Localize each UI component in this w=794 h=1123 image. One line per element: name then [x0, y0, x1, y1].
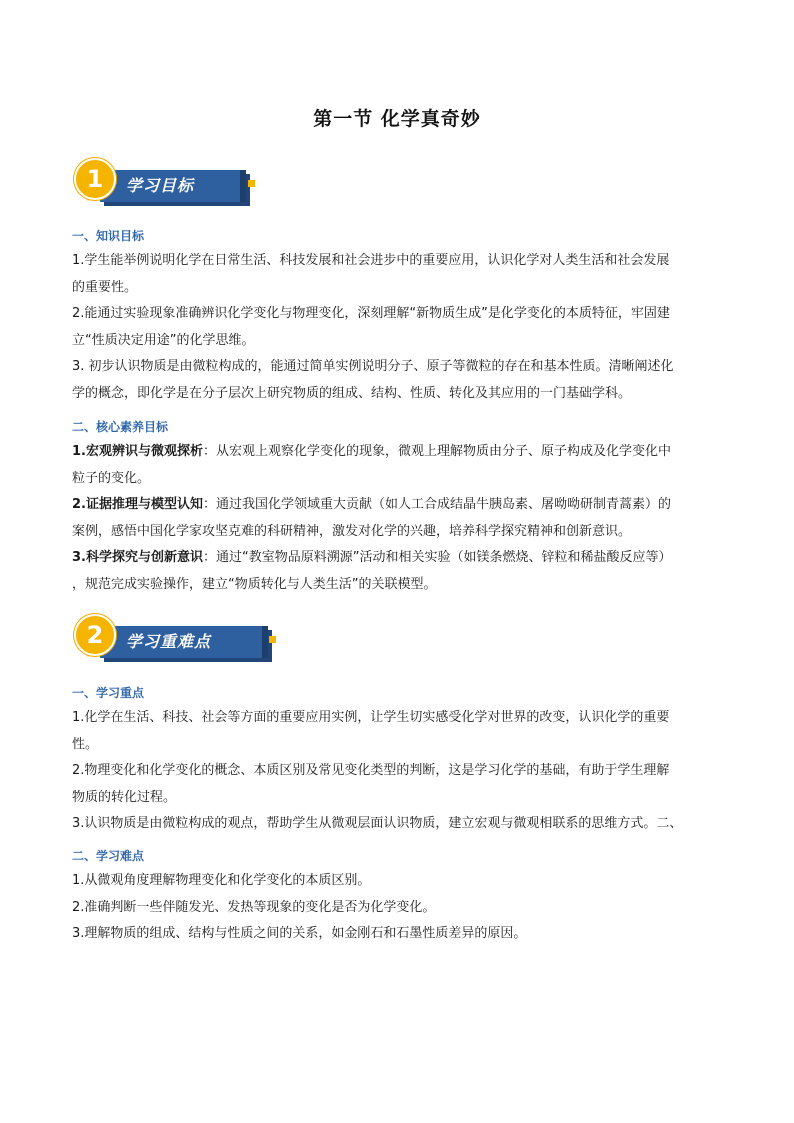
text-line: 案例，感悟中国化学家攻坚克难的科研精神，激发对化学的兴趣，培养科学探究精神和创新意识。: [72, 523, 632, 539]
text-line: [72, 439, 724, 466]
page-title: 第一节 化学真奇妙: [313, 108, 481, 130]
text-line: [72, 545, 724, 572]
bold-term: 3.科学探究与创新意识: [72, 550, 203, 565]
badge-bar: [100, 170, 246, 202]
paragraph-group-difficulties: [72, 868, 724, 948]
text-line: 的重要性。: [72, 279, 138, 295]
text-line: 物质的转化过程。: [72, 789, 177, 805]
bold-term: 1.宏观辨识与微观探析: [72, 444, 203, 459]
group-heading: 一、知识目标: [72, 229, 145, 243]
section-number: 2: [74, 614, 116, 656]
section-badge-1: [74, 158, 274, 218]
text-line: 3.认识物质是由微粒构成的观点，帮助学生从微观层面认识物质，建立宏观与微观相联系的思维方式。二、: [72, 816, 683, 831]
text-line: 1.化学在生活、科技、社会等方面的重要应用实例，让学生切实感受化学对世界的改变，认识化学的重要: [72, 710, 670, 725]
text-line: 2.能通过实验现象准确辨识化学变化与物理变化，深刻理解“新物质生成”是化学变化的本质特征，牢固建: [72, 306, 670, 321]
text-run: ：通过我国化学领域重大贡献（如人工合成结晶牛胰岛素、屠呦呦研制青蒿素）的: [202, 497, 671, 512]
text-line: 1.从微观角度理解物理变化和化学变化的本质区别。: [72, 873, 371, 888]
text-line: 性。: [72, 736, 99, 752]
section-label: 学习重难点: [126, 632, 212, 651]
badge-accent-dot: [248, 180, 255, 187]
section-number: 1: [74, 158, 116, 200]
text-line: 2.准确判断一些伴随发光、发热等现象的变化是否为化学变化。: [72, 899, 436, 915]
text-line: 学的概念，即化学是在分子层次上研究物质的组成、结构、性质、转化及其应用的一门基础学科。: [72, 385, 632, 401]
group-heading: 二、学习难点: [72, 849, 145, 863]
text-line: ，规范完成实验操作，建立“物质转化与人类生活”的关联模型。: [72, 576, 437, 592]
text-line: 立“性质决定用途”的化学思维。: [72, 332, 255, 348]
paragraph-group-key-points: [72, 705, 724, 838]
group-heading: 一、学习重点: [72, 686, 145, 700]
paragraph-group-literacy: [72, 439, 724, 598]
group-heading: 二、核心素养目标: [72, 420, 169, 434]
badge-accent-dot: [269, 636, 276, 643]
text-run: ：通过“教室物品原料溯源”活动和相关实验（如镁条燃烧、锌粒和稀盐酸反应等）: [202, 550, 672, 565]
text-line: 3.理解物质的组成、结构与性质之间的关系，如金刚石和石墨性质差异的原因。: [72, 926, 527, 941]
text-line: 3. 初步认识物质是由微粒构成的，能通过简单实例说明分子、原子等微粒的存在和基本性质。清晰阐述化: [72, 359, 674, 374]
text-line: 2.物理变化和化学变化的概念、本质区别及常见变化类型的判断，这是学习化学的基础，有助于学生理解: [72, 763, 670, 778]
bold-term: 2.证据推理与模型认知: [72, 497, 203, 512]
text-line: 粒子的变化。: [72, 470, 151, 486]
text-line: 1.学生能举例说明化学在日常生活、科技发展和社会进步中的重要应用，认识化学对人类生活和社会发展: [72, 253, 670, 268]
text-line: [72, 492, 724, 519]
paragraph-group-knowledge: [72, 248, 724, 407]
section-badge-2: [74, 614, 274, 674]
badge-bar: [100, 626, 268, 658]
text-run: ：从宏观上观察化学变化的现象，微观上理解物质由分子、原子构成及化学变化中: [202, 444, 671, 459]
section-label: 学习目标: [126, 176, 195, 195]
